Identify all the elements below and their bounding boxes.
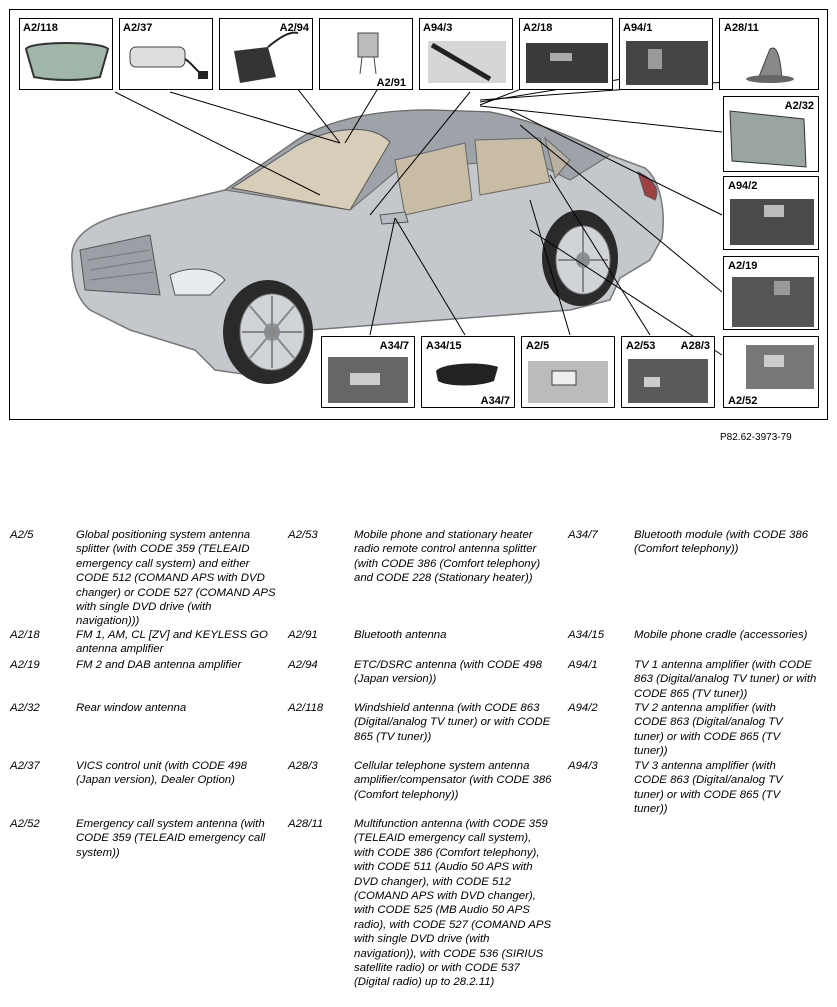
figure-reference: P82.62-3973-79 bbox=[720, 432, 792, 443]
legend-code: A2/18 bbox=[10, 629, 40, 641]
legend-code: A2/94 bbox=[288, 659, 318, 671]
legend-desc: TV 1 antenna amplifier (with CODE 863 (Digital/analog TV tuner) or with CODE 865 (TV tuner)) bbox=[634, 659, 817, 700]
legend-code: A2/37 bbox=[10, 760, 40, 772]
legend-code: A94/1 bbox=[568, 659, 598, 671]
legend-desc: ETC/DSRC antenna (with CODE 498 (Japan version)) bbox=[354, 659, 543, 686]
tile-label: A34/15 bbox=[426, 340, 462, 352]
tile-label: A2/94 bbox=[279, 22, 309, 34]
legend-desc: VICS control unit (with CODE 498 (Japan version), Dealer Option) bbox=[76, 760, 247, 787]
tile-label: A28/3 bbox=[680, 340, 710, 352]
legend-code: A94/2 bbox=[568, 702, 598, 714]
tile-label: A2/37 bbox=[123, 22, 153, 34]
tile-label: A2/52 bbox=[728, 395, 758, 407]
legend-desc: TV 3 antenna amplifier (with CODE 863 (Digital/analog TV tuner) or with CODE 865 (TV tuner)) bbox=[634, 760, 783, 816]
legend-desc: FM 2 and DAB antenna amplifier bbox=[76, 659, 242, 671]
legend-code: A2/91 bbox=[288, 629, 318, 641]
legend-desc: Emergency call system antenna (with CODE 359 (TELEAID emergency call system)) bbox=[76, 818, 266, 859]
tile-label: A2/32 bbox=[784, 100, 814, 112]
tile-label: A28/11 bbox=[724, 22, 759, 34]
legend-code: A2/118 bbox=[288, 702, 324, 714]
tile-label: A2/19 bbox=[728, 260, 758, 272]
legend-desc: Rear window antenna bbox=[76, 702, 187, 714]
legend-desc: Cellular telephone system antenna amplifier/compensator (with CODE 386 (Comfort telephony)) bbox=[354, 760, 552, 801]
legend-code: A2/32 bbox=[10, 702, 40, 714]
legend-code: A2/5 bbox=[10, 529, 34, 541]
legend-code: A2/19 bbox=[10, 659, 40, 671]
legend-code: A2/53 bbox=[288, 529, 318, 541]
tile-label: A2/5 bbox=[526, 340, 550, 352]
tile-label: A94/1 bbox=[623, 22, 653, 34]
legend-code: A94/3 bbox=[568, 760, 598, 772]
legend-code: A2/52 bbox=[10, 818, 40, 830]
legend-code: A28/3 bbox=[288, 760, 318, 772]
legend-desc: Mobile phone and stationary heater radio remote control antenna splitter (with CODE 386 (Comfort telephony) and CODE 228 (Stationary heater)) bbox=[354, 529, 541, 585]
tile-label: A2/91 bbox=[376, 77, 406, 89]
legend-desc: Windshield antenna (with CODE 863 (Digital/analog TV tuner) or with CODE 865 (TV tuner)) bbox=[354, 702, 551, 743]
legend-code: A34/15 bbox=[568, 629, 605, 641]
tile-label: A2/118 bbox=[23, 22, 58, 34]
tile-label: A2/53 bbox=[626, 340, 656, 352]
legend-desc: FM 1, AM, CL [ZV] and KEYLESS GO antenna amplifier bbox=[76, 629, 268, 656]
tile-label: A2/18 bbox=[523, 22, 553, 34]
tile-label: A94/2 bbox=[728, 180, 758, 192]
legend-desc: Mobile phone cradle (accessories) bbox=[634, 629, 808, 641]
legend-desc: Multifunction antenna (with CODE 359 (TELEAID emergency call system), with CODE 386 (Comfort telephony), with CODE 511 (Audio 50 APS with DVD changer), with CODE 512 (COMAND APS with DVD changer), with CODE 525 (MB Audio 50 APS radio), with CODE 527 (COMAND APS with single DVD drive (with navigation)), with CODE 536 (SIRIUS satellite radio) or with CODE 537 (Digital radio) up to 28.2.11) bbox=[354, 818, 552, 989]
legend-desc: Global positioning system antenna splitter (with CODE 359 (TELEAID emergency call system) and either CODE 512 (COMAND APS with DVD changer) or CODE 527 (COMAND APS with single DVD drive (with navigation))) bbox=[76, 529, 276, 628]
legend-code: A34/7 bbox=[568, 529, 598, 541]
legend-desc: Bluetooth antenna bbox=[354, 629, 447, 641]
tile-label: A34/7 bbox=[379, 340, 409, 352]
tile-label: A34/7 bbox=[480, 395, 510, 407]
legend-desc: TV 2 antenna amplifier (with CODE 863 (Digital/analog TV tuner) or with CODE 865 (TV tuner)) bbox=[634, 702, 783, 758]
legend-code: A28/11 bbox=[288, 818, 324, 830]
tile-label: A94/3 bbox=[423, 22, 453, 34]
legend-desc: Bluetooth module (with CODE 386 (Comfort telephony)) bbox=[634, 529, 809, 556]
